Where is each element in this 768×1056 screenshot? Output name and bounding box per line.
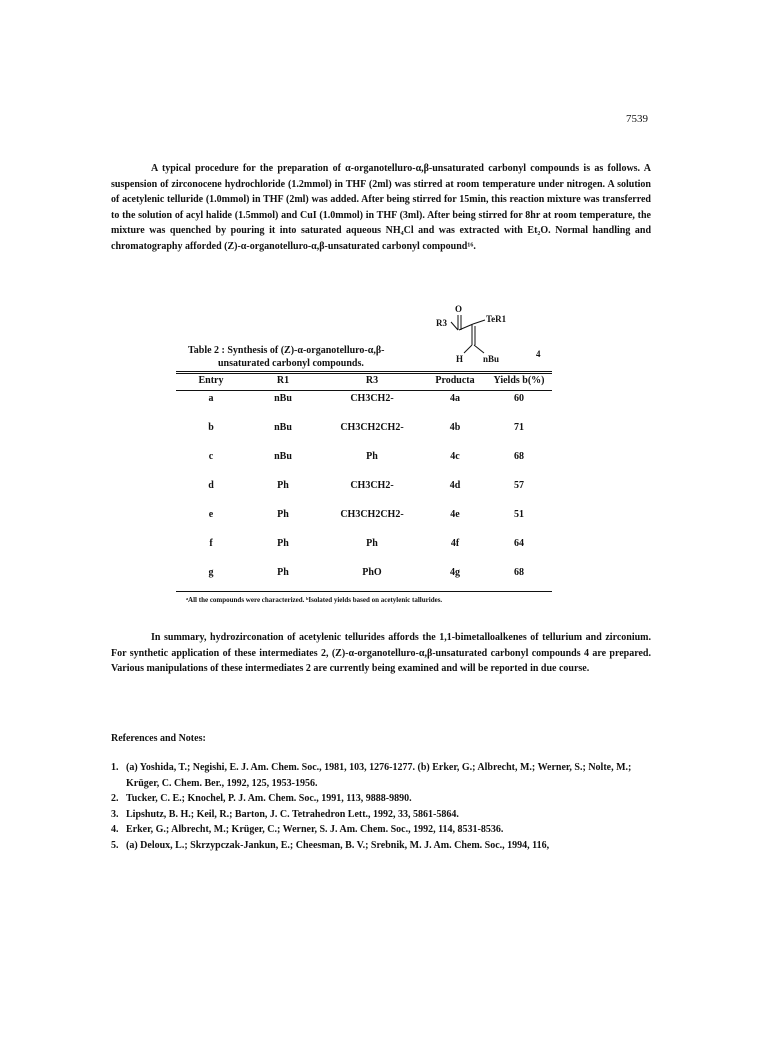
cell-product: 4d: [449, 480, 461, 491]
cell-entry: c: [208, 451, 214, 462]
table-caption-text: : Synthesis of (Z)-α-organotelluro-α,β-: [221, 345, 385, 356]
header-r1: R1: [276, 375, 290, 386]
table-row: [176, 480, 552, 496]
summary-paragraph: In summary, hydrozirconation of acetylenic tellurides affords the 1,1-bimetalloalkenes of tellurium and zirconium. For synthetic application of these intermediates 2, (Z)-α-organotelluro-α,β-unsaturated carbonyl compounds 4 are prepared. Various manipulations of these intermediates 2 are currently being examined and will be reported in due course.: [111, 632, 651, 674]
cell-entry: d: [208, 480, 214, 491]
table-row: [176, 451, 552, 467]
table-row: [176, 393, 552, 409]
cell-yield: 57: [514, 480, 524, 491]
cell-r1: nBu: [274, 451, 292, 462]
oxygen-label: O: [455, 304, 463, 314]
cell-r1: Ph: [277, 480, 289, 491]
h-label: H: [456, 354, 464, 364]
header-yields: Yields b(%): [493, 375, 545, 386]
cell-entry: e: [208, 509, 214, 520]
header-r3: R3: [365, 375, 379, 386]
cell-r3: CH3CH2CH2-: [340, 422, 404, 433]
cell-product: 4f: [450, 538, 460, 549]
compound-4-structure: [428, 300, 558, 365]
cell-r3: Ph: [366, 451, 378, 462]
cell-r3: CH3CH2CH2-: [340, 509, 404, 520]
cell-r3: CH3CH2-: [350, 393, 394, 404]
ter-label: TeR1: [486, 314, 507, 324]
bond: [474, 345, 484, 353]
cell-product: 4e: [450, 509, 460, 520]
cell-yield: 64: [514, 538, 524, 549]
cell-yield: 51: [514, 509, 524, 520]
cell-r1: nBu: [274, 422, 292, 433]
r3-label: R3: [436, 318, 447, 328]
references-heading: References and Notes:: [111, 733, 206, 744]
cell-r1: nBu: [274, 393, 292, 404]
table-caption-text-2: unsaturated carbonyl compounds.: [218, 358, 364, 369]
cell-yield: 68: [514, 451, 524, 462]
table-row: [176, 567, 552, 583]
table-caption-label: Table 2: [188, 345, 220, 356]
cell-entry: b: [208, 422, 214, 433]
page-number: 7539: [626, 113, 648, 125]
cell-product: 4b: [449, 422, 461, 433]
cell-product: 4c: [450, 451, 460, 462]
cell-product: 4g: [450, 567, 460, 578]
cell-yield: 68: [514, 567, 524, 578]
cell-yield: 71: [514, 422, 524, 433]
table-row: [176, 538, 552, 554]
table-footnote: ᵃAll the compounds were characterized. ᵇIsolated yields based on acetylenic tallurides.: [186, 596, 443, 604]
cell-product: 4a: [450, 393, 460, 404]
cell-r1: Ph: [277, 538, 289, 549]
cell-r1: Ph: [277, 567, 289, 578]
cell-yield: 60: [514, 393, 524, 404]
header-product: Producta: [435, 375, 475, 386]
bond: [464, 345, 472, 353]
cell-entry: g: [208, 567, 214, 578]
header-entry: Entry: [198, 375, 224, 386]
reference-item: 4. Erker, G.; Albrecht, M.; Krüger, C.; Werner, S. J. Am. Chem. Soc., 1992, 114, 8531-8536.: [111, 824, 504, 835]
table-body: [176, 393, 552, 589]
table-row: [176, 422, 552, 438]
references-list: [111, 760, 656, 853]
table-header: [176, 373, 552, 390]
table-rule-mid: [176, 390, 552, 391]
cell-r3: PhO: [362, 567, 382, 578]
table-row: [176, 509, 552, 525]
bu-label: nBu: [483, 354, 500, 364]
cell-r3: Ph: [366, 538, 378, 549]
bond: [451, 322, 458, 330]
cell-entry: f: [209, 538, 213, 549]
table-rule-top: [176, 371, 552, 372]
reference-item: 3. Lipshutz, B. H.; Keil, R.; Barton, J. C. Tetrahedron Lett., 1992, 33, 5861-5864.: [111, 808, 459, 820]
cell-entry: a: [208, 393, 214, 404]
reference-item: 1. (a) Yoshida, T.; Negishi, E. J. Am. Chem. Soc., 1981, 103, 1276-1277. (b) Erker, G.; Albrecht, M.; Werner, S.; Nolte, M.; Krüger, C. Chem. Ber., 1992, 125, 1953-1956.: [111, 762, 632, 789]
compound-number: 4: [536, 349, 541, 359]
reference-item: 2. Tucker, C. E.; Knochel, P. J. Am. Chem. Soc., 1991, 113, 9888-9890.: [111, 793, 412, 804]
table-caption: [188, 344, 388, 370]
cell-r1: Ph: [277, 509, 289, 520]
procedure-paragraph: A typical procedure for the preparation of α-organotelluro-α,β-unsaturated carbonyl compounds is as follows. A suspension of zirconocene hydrochloride (1.2mmol) in THF (2ml) was stirred at room temperature under nitrogen. A solution of acetylenic telluride (1.0mmol) in THF (2ml) was added. After being stirred for 15min, this reaction mixture was transferred to the solution of acyl halide (1.5mmol) and CuI (1.0mmol) in THF (3ml). After being stirred for 8hr at room temperature, the mixture was quenched by pouring it into saturated aqueous NH₄Cl and was extracted with Et₂O. Normal handling and chromatography afforded (Z)-α-organotelluro-α,β-unsaturated carbonyl compound¹⁶.: [111, 163, 651, 252]
table-rule-bottom: [176, 591, 552, 592]
cell-r3: CH3CH2-: [350, 480, 394, 491]
reference-item: 5. (a) Deloux, L.; Skrzypczak-Jankun, E.; Cheesman, B. V.; Srebnik, M. J. Am. Chem. Soc., 1994, 116,: [111, 839, 550, 851]
bond: [473, 320, 485, 324]
